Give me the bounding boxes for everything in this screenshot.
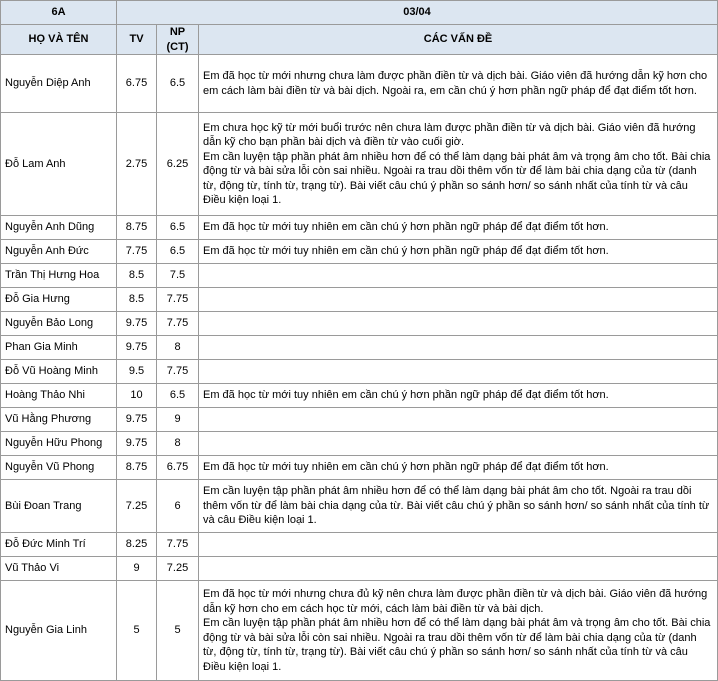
np-score-cell[interactable]: 6.5: [157, 55, 199, 113]
np-score-cell[interactable]: 6.25: [157, 113, 199, 216]
tv-score-cell[interactable]: 7.75: [117, 240, 157, 264]
notes-cell[interactable]: Em cần luyện tập phần phát âm nhiều hơn để có thể làm dạng bài phát âm cho tốt. Ngoài ra trau dồi thêm vốn từ để làm bài chia dạng của từ. Bài viết câu chú ý phần so sánh hơn/ so sánh nhất của tính từ và câu Điều kiện loại 1.: [199, 480, 718, 533]
table-row: [1, 384, 718, 408]
col-header-tv[interactable]: TV: [117, 25, 157, 55]
student-name-cell[interactable]: Nguyễn Vũ Phong: [1, 456, 117, 480]
np-score-cell[interactable]: 7.25: [157, 557, 199, 581]
table-row: [1, 55, 718, 113]
table-row: [1, 533, 718, 557]
notes-cell[interactable]: [199, 312, 718, 336]
notes-cell[interactable]: [199, 360, 718, 384]
tv-score-cell[interactable]: 8.25: [117, 533, 157, 557]
table-row: [1, 360, 718, 384]
student-name-cell[interactable]: Nguyễn Hữu Phong: [1, 432, 117, 456]
header-row-2: [1, 25, 718, 55]
tv-score-cell[interactable]: 8.75: [117, 456, 157, 480]
student-name-cell[interactable]: Hoàng Thảo Nhi: [1, 384, 117, 408]
tv-score-cell[interactable]: 6.75: [117, 55, 157, 113]
np-score-cell[interactable]: 6.5: [157, 240, 199, 264]
np-score-cell[interactable]: 7.75: [157, 533, 199, 557]
notes-cell[interactable]: Em đã học từ mới tuy nhiên em cần chú ý hơn phần ngữ pháp để đạt điểm tốt hơn.: [199, 240, 718, 264]
tv-score-cell[interactable]: 8.5: [117, 264, 157, 288]
np-score-cell[interactable]: 6.5: [157, 384, 199, 408]
np-score-cell[interactable]: 7.75: [157, 312, 199, 336]
tv-score-cell[interactable]: 9.5: [117, 360, 157, 384]
np-score-cell[interactable]: 8: [157, 336, 199, 360]
class-label-cell[interactable]: 6A: [1, 1, 117, 25]
table-row: [1, 557, 718, 581]
np-score-cell[interactable]: 6.5: [157, 216, 199, 240]
tv-score-cell[interactable]: 7.25: [117, 480, 157, 533]
student-name-cell[interactable]: Đỗ Đức Minh Trí: [1, 533, 117, 557]
col-header-notes[interactable]: CÁC VẤN ĐỀ: [199, 25, 718, 55]
header-row-1: [1, 1, 718, 25]
notes-cell[interactable]: [199, 288, 718, 312]
table-row: [1, 432, 718, 456]
tv-score-cell[interactable]: 9.75: [117, 432, 157, 456]
np-score-cell[interactable]: 6: [157, 480, 199, 533]
notes-cell[interactable]: Em đã học từ mới nhưng chưa làm được phần điền từ và dịch bài. Giáo viên đã hướng dẫn kỹ hơn cho em cách làm bài điền từ và bài dịch. Ngoài ra, em cần chú ý hơn phần ngữ pháp để đạt điểm tốt hơn.: [199, 55, 718, 113]
table-row: [1, 240, 718, 264]
student-name-cell[interactable]: Nguyễn Anh Đức: [1, 240, 117, 264]
np-score-cell[interactable]: 7.5: [157, 264, 199, 288]
table-row: [1, 480, 718, 533]
table-row: [1, 581, 718, 681]
student-name-cell[interactable]: Phan Gia Minh: [1, 336, 117, 360]
table-row: [1, 408, 718, 432]
table-row: [1, 216, 718, 240]
student-name-cell[interactable]: Nguyễn Bảo Long: [1, 312, 117, 336]
notes-cell[interactable]: [199, 264, 718, 288]
student-name-cell[interactable]: Trần Thị Hưng Hoa: [1, 264, 117, 288]
notes-cell[interactable]: [199, 533, 718, 557]
tv-score-cell[interactable]: 10: [117, 384, 157, 408]
table-row: [1, 456, 718, 480]
np-score-cell[interactable]: 5: [157, 581, 199, 681]
student-name-cell[interactable]: Bùi Đoan Trang: [1, 480, 117, 533]
tv-score-cell[interactable]: 9.75: [117, 336, 157, 360]
notes-cell[interactable]: Em chưa học kỹ từ mới buổi trước nên chưa làm được phần điền từ và dịch bài. Giáo viên đã hướng dẫn kỹ cho bạn phần bài dịch và điền từ vào cuối giờ. Em cần luyện tập phần phát âm nhiều hơn để có thể làm dạng bài phát âm và trọng âm cho tốt. Bài chia động từ và bài sửa lỗi còn sai nhiều. Ngoài ra trau dồi thêm vốn từ để làm bài chia dạng của từ (danh từ, động từ, tính từ, trạng từ). Bài viết câu chú ý phần so sánh hơn/ so sánh nhất của tính từ và câu Điều kiện loại 1.: [199, 113, 718, 216]
tv-score-cell[interactable]: 2.75: [117, 113, 157, 216]
student-name-cell[interactable]: Nguyễn Diệp Anh: [1, 55, 117, 113]
notes-cell[interactable]: [199, 408, 718, 432]
np-score-cell[interactable]: 7.75: [157, 360, 199, 384]
student-name-cell[interactable]: Vũ Thảo Vi: [1, 557, 117, 581]
np-score-cell[interactable]: 8: [157, 432, 199, 456]
np-score-cell[interactable]: 7.75: [157, 288, 199, 312]
notes-cell[interactable]: Em đã học từ mới tuy nhiên em cần chú ý hơn phần ngữ pháp để đạt điểm tốt hơn.: [199, 456, 718, 480]
date-label-cell[interactable]: 03/04: [117, 1, 718, 25]
tv-score-cell[interactable]: 8.75: [117, 216, 157, 240]
student-name-cell[interactable]: Nguyễn Gia Linh: [1, 581, 117, 681]
notes-cell[interactable]: Em đã học từ mới tuy nhiên em cần chú ý hơn phần ngữ pháp để đạt điểm tốt hơn.: [199, 216, 718, 240]
notes-cell[interactable]: Em đã học từ mới tuy nhiên em cần chú ý hơn phần ngữ pháp để đạt điểm tốt hơn.: [199, 384, 718, 408]
table-row: [1, 264, 718, 288]
tv-score-cell[interactable]: 5: [117, 581, 157, 681]
tv-score-cell[interactable]: 8.5: [117, 288, 157, 312]
table-row: [1, 336, 718, 360]
tv-score-cell[interactable]: 9: [117, 557, 157, 581]
np-score-cell[interactable]: 6.75: [157, 456, 199, 480]
student-name-cell[interactable]: Đỗ Vũ Hoàng Minh: [1, 360, 117, 384]
table-row: [1, 312, 718, 336]
col-header-np[interactable]: NP (CT): [157, 25, 199, 55]
notes-cell[interactable]: [199, 336, 718, 360]
tv-score-cell[interactable]: 9.75: [117, 408, 157, 432]
student-name-cell[interactable]: Đỗ Gia Hưng: [1, 288, 117, 312]
notes-cell[interactable]: [199, 557, 718, 581]
student-name-cell[interactable]: Vũ Hằng Phương: [1, 408, 117, 432]
student-name-cell[interactable]: Nguyễn Anh Dũng: [1, 216, 117, 240]
np-score-cell[interactable]: 9: [157, 408, 199, 432]
student-name-cell[interactable]: Đỗ Lam Anh: [1, 113, 117, 216]
tv-score-cell[interactable]: 9.75: [117, 312, 157, 336]
notes-cell[interactable]: Em đã học từ mới nhưng chưa đủ kỹ nên chưa làm được phần điền từ và dịch bài. Giáo viên đã hướng dẫn kỹ hơn cho em cách học từ mới, cách làm bài điền từ và bài dịch. Em cần luyện tập phần phát âm nhiều hơn để có thể làm dạng bài phát âm và trọng âm cho tốt. Bài chia động từ và bài sửa lỗi còn sai nhiều. Ngoài ra trau dồi thêm vốn từ để làm bài chia dạng của từ (danh từ, động từ, tính từ, trạng từ). Bài viết câu chú ý phần so sánh hơn/ so sánh nhất của tính từ và câu Điều kiện loại 1.: [199, 581, 718, 681]
notes-cell[interactable]: [199, 432, 718, 456]
table-row: [1, 288, 718, 312]
col-header-name[interactable]: HỌ VÀ TÊN: [1, 25, 117, 55]
table-row: [1, 113, 718, 216]
